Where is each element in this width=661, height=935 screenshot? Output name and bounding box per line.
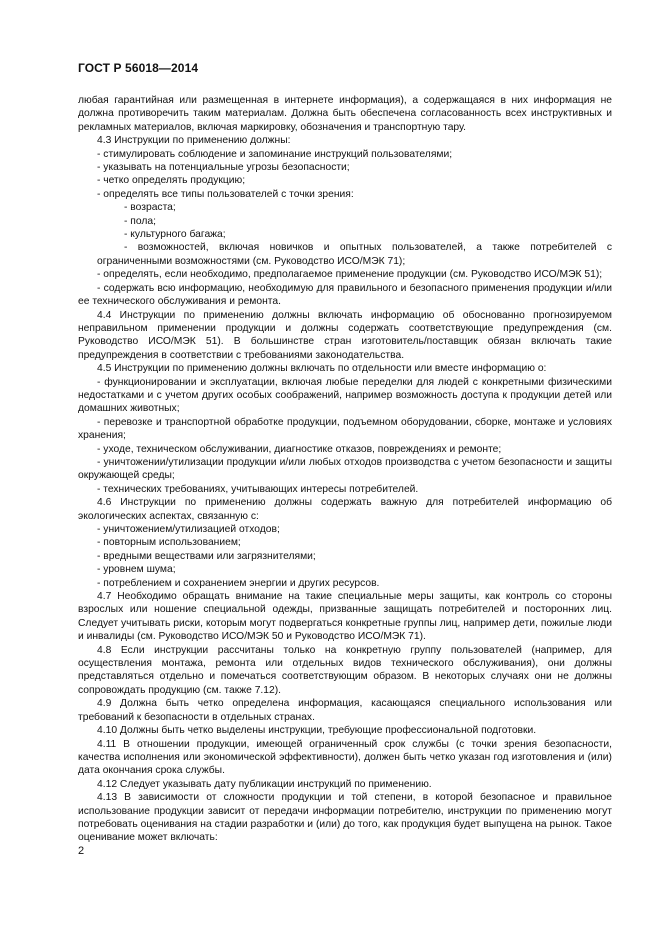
body-text (78, 94, 612, 845)
paragraph: - функционировании и эксплуатации, включая любые переделки для людей с конкретными физическими недостатками и с учетом других особых соображений, например возможность доступа к продукции детей или домашних животных; (78, 376, 612, 415)
paragraph: 4.12 Следует указывать дату публикации инструкций по применению. (97, 778, 432, 790)
standard-header: ГОСТ Р 56018—2014 (78, 61, 199, 75)
paragraph: - возраста; (124, 202, 176, 214)
paragraph: - уничтожении/утилизации продукции и/или любых отходов производства с учетом безопасности и защиты окружающей среды; (78, 456, 612, 482)
paragraph: 4.13 В зависимости от сложности продукции и той степени, в которой безопасное и правильное использование продукции зависит от передачи информации потребителю, инструкции по применению могут потребовать оценивания на стадии разработки и (или) до того, как продукция будет выпущена на рынок. Такое оценивание может включать: (78, 792, 612, 844)
paragraph: - определять все типы пользователей с точки зрения: (97, 188, 354, 200)
paragraph: - четко определять продукцию; (97, 175, 246, 187)
paragraph: 4.3 Инструкции по применению должны: (97, 135, 291, 147)
paragraph: - стимулировать соблюдение и запоминание инструкций пользователями; (97, 148, 453, 160)
paragraph: 4.9 Должна быть четко определена информация, касающаяся специального использования или требований к безопасности в отдельных странах. (78, 698, 612, 723)
paragraph: 4.10 Должны быть четко выделены инструкции, требующие профессиональной подготовки. (97, 725, 537, 737)
paragraph: - возможностей, включая новичков и опытных пользователей, а также потребителей с ограниченными возможностями (см. Руководство ИСО/МЭК 71); (97, 242, 612, 267)
paragraph: - определять, если необходимо, предполагаемое применение продукции (см. Руководство ИСО/МЭК 51); (97, 269, 603, 281)
paragraph: - технических требованиях, учитывающих интересы потребителей. (97, 483, 419, 495)
paragraph: - указывать на потенциальные угрозы безопасности; (97, 162, 350, 174)
paragraph: - повторным использованием; (97, 537, 241, 549)
paragraph: - потреблением и сохранением энергии и других ресурсов. (97, 577, 380, 589)
paragraph: - уровнем шума; (97, 564, 176, 576)
page-number: 2 (78, 845, 85, 857)
paragraph: любая гарантийная или размещенная в интернете информация), а содержащаяся в них информация не должна противоречить таким материалам. Должна быть обеспечена согласованность всех инструктивных и рекламных материалов, включая маркировку, обозначения и транспортную тару. (78, 95, 612, 133)
paragraph: 4.11 В отношении продукции, имеющей ограниченный срок службы (с точки зрения безопасности, качества исполнения или экономической эффективности), должен быть четко указан год изготовления и (или) дата окончания срока службы. (78, 738, 612, 777)
paragraph: - перевозке и транспортной обработке продукции, подъемном оборудовании, сборке, монтаже и условиях хранения; (78, 416, 612, 442)
paragraph: - вредными веществами или загрязнителями; (97, 550, 316, 562)
paragraph: 4.8 Если инструкции рассчитаны только на конкретную группу пользователей (например, для осуществления монтажа, ремонта или отдельных видов технического обслуживания), они должны представляться отдельно и помечаться соответствующим образом. В некоторых случаях они не должны сопровождать продукцию (см. также 7.12). (78, 644, 612, 696)
paragraph: 4.7 Необходимо обращать внимание на такие специальные меры защиты, как контроль со стороны взрослых или ношение специальной одежды, призванные защищать потребителей и посторонних лиц. Следует учитывать риски, которым могут подвергаться конкретные группы лиц, например дети, пожилые люди и инвалиды (см. Руководство ИСО/МЭК 50 и Руководство ИСО/МЭК 71). (78, 591, 612, 643)
paragraph: - уходе, техническом обслуживании, диагностике отказов, повреждениях и ремонте; (97, 443, 502, 455)
paragraph: 4.5 Инструкции по применению должны включать по отдельности или вместе информацию о: (97, 363, 547, 375)
paragraph: 4.4 Инструкции по применению должны включать информацию об обоснованно прогнозируемом неправильном применении продукции и должны содержать соответствующие предупреждения (см. Руководство ИСО/МЭК 51). В большинстве стран изготовитель/поставщик обязан включать такие предупреждения в соответствии с требованиями законодательства. (78, 309, 612, 361)
paragraph: - содержать всю информацию, необходимую для правильного и безопасного применения продукции и/или ее технического обслуживания и ремонта. (78, 282, 612, 308)
paragraph: 4.6 Инструкции по применению должны содержать важную для потребителей информацию об экологических аспектах, связанную с: (78, 497, 612, 522)
paragraph: - пола; (124, 215, 156, 227)
paragraph: - уничтожением/утилизацией отходов; (97, 524, 280, 535)
paragraph: - культурного багажа; (124, 229, 226, 241)
